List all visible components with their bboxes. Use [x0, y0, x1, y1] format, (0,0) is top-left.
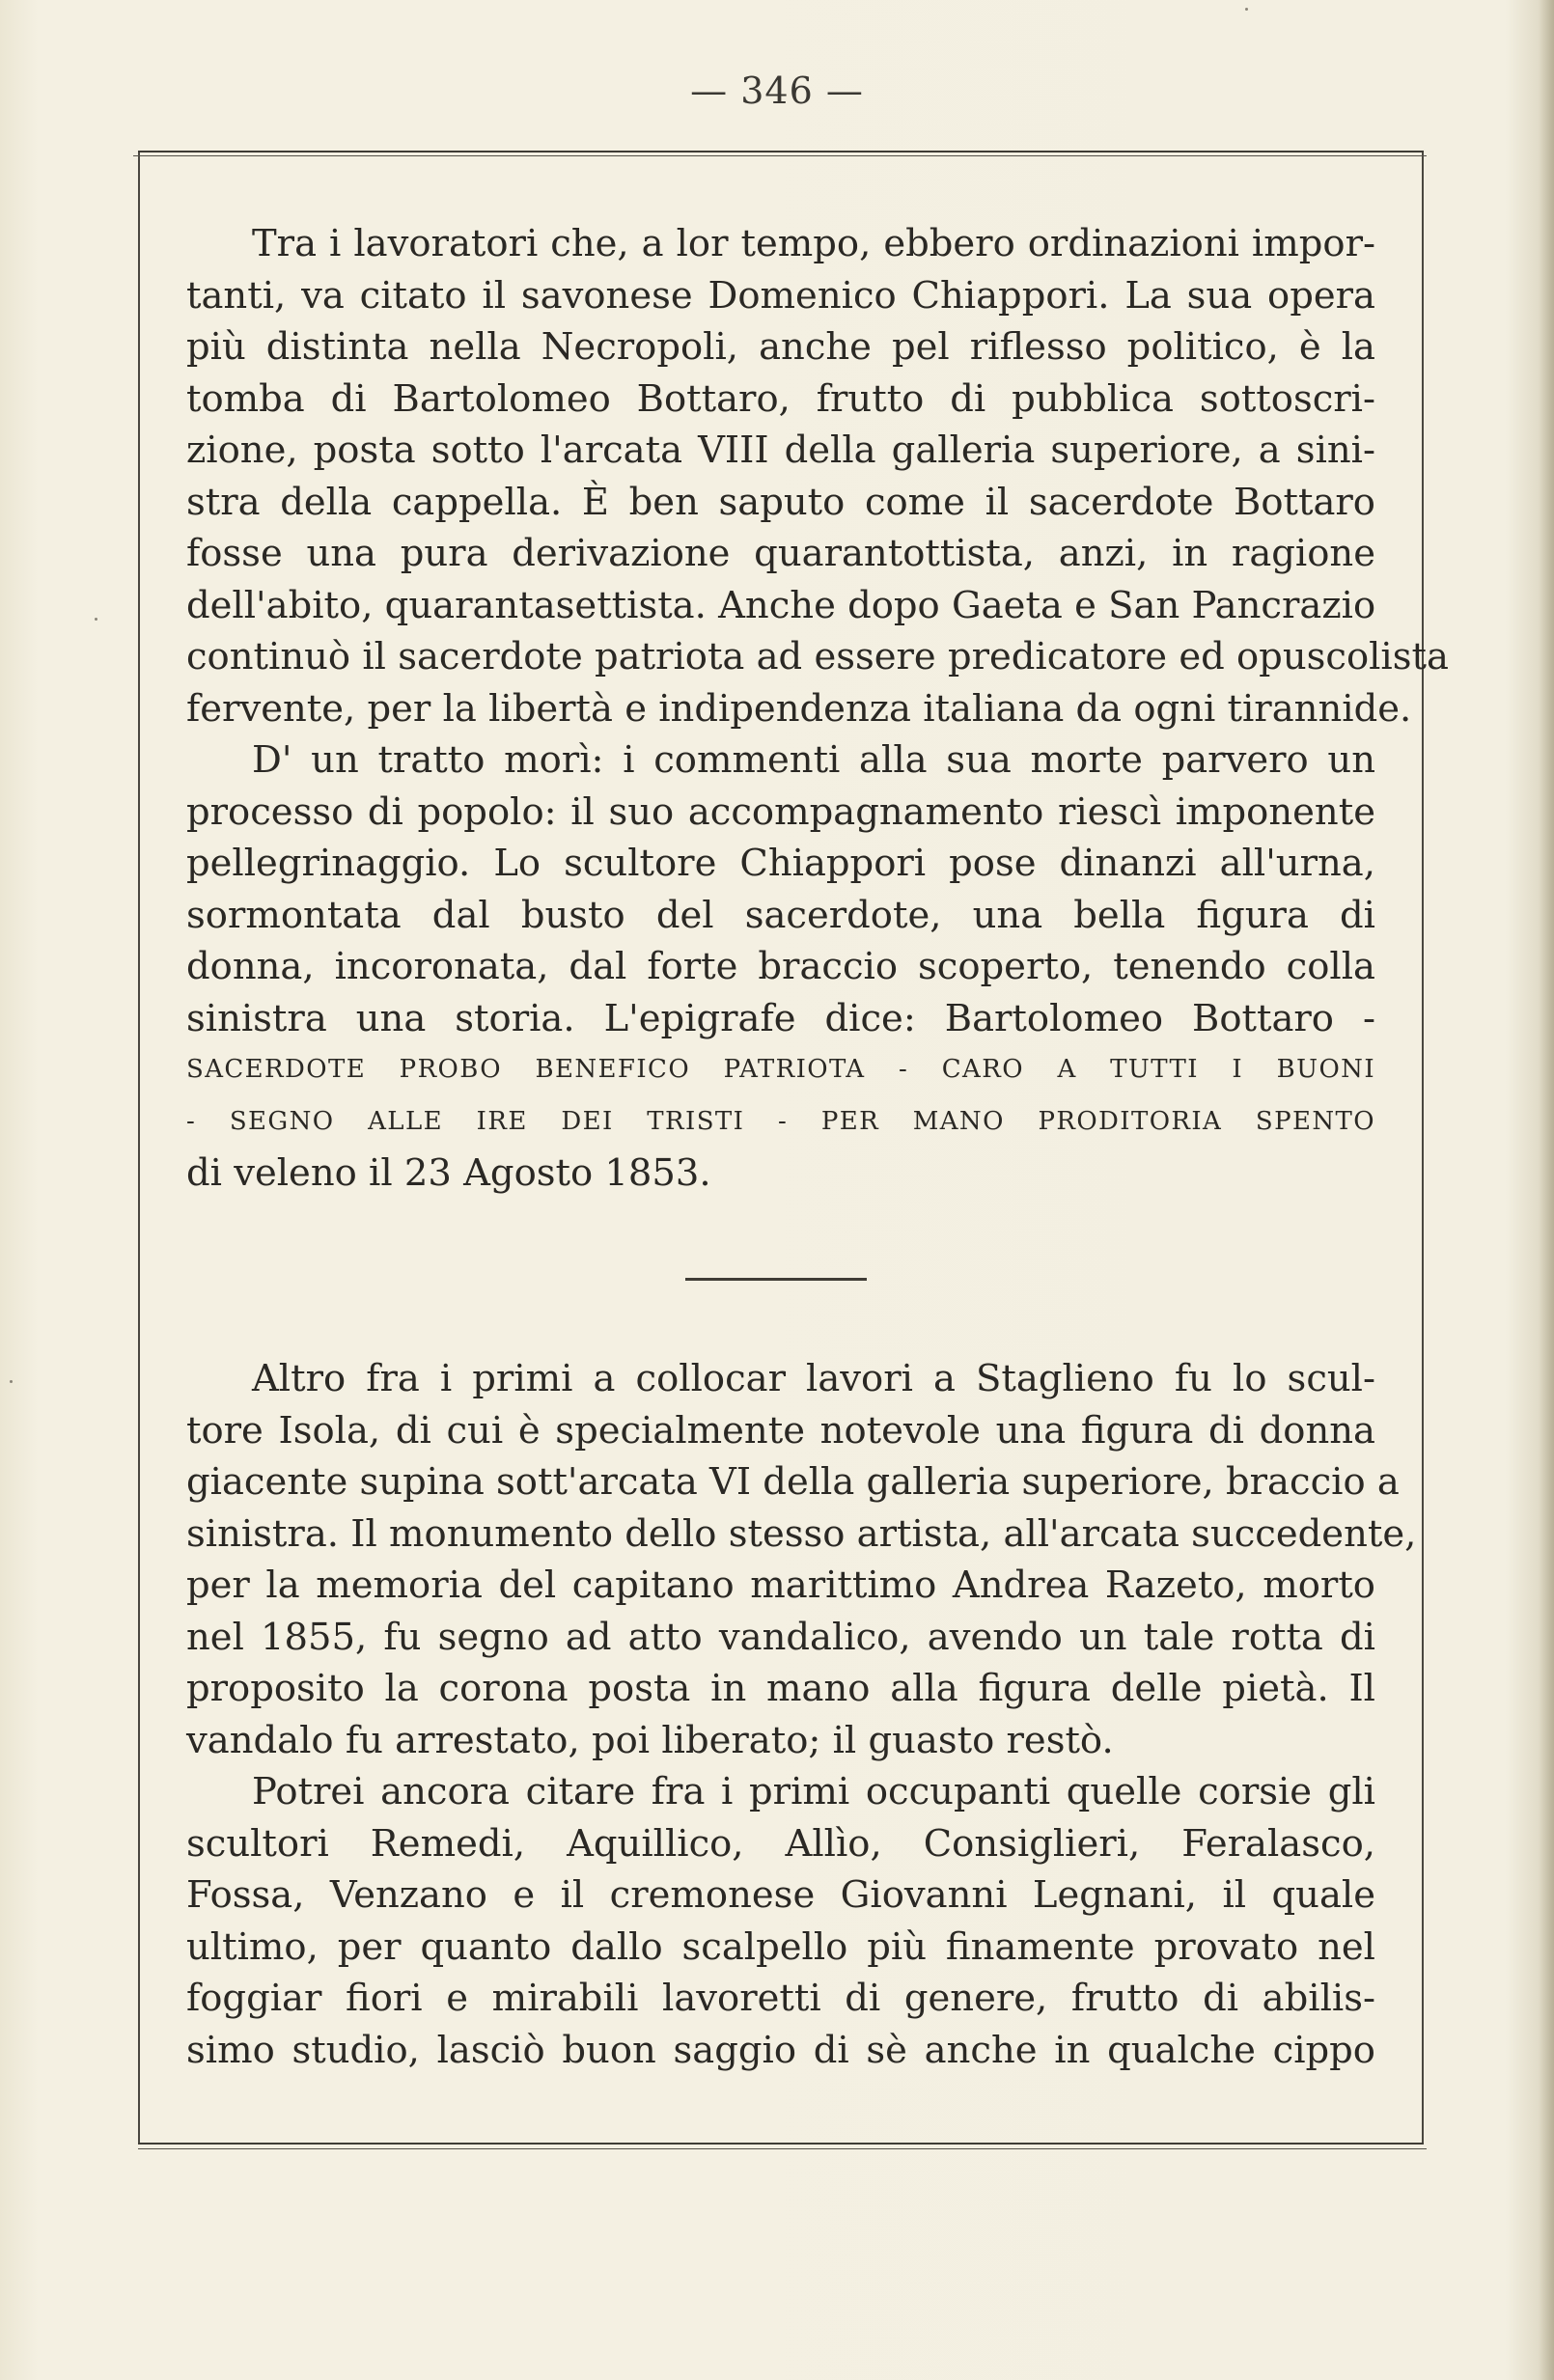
text-line: pellegrinaggio. Lo scultore Chiappori pose dinanzi all'urna,: [186, 842, 1375, 885]
text-line: nel 1855, fu segno ad atto vandalico, avendo un tale rotta di: [186, 1615, 1375, 1659]
epigraph-line: - SEGNO ALLE IRE DEI TRISTI - PER MANO PRODITORIA SPENTO: [186, 1106, 1375, 1136]
top-rule: [138, 151, 1424, 152]
text-line: sormontata dal busto del sacerdote, una bella figura di: [186, 893, 1375, 937]
bottom-rule-secondary: [138, 2148, 1427, 2149]
paragraph-isola: [186, 1353, 1417, 2076]
text-line: Tra i lavoratori che, a lor tempo, ebbero ordinazioni impor-: [252, 222, 1375, 265]
text-line: tanti, va citato il savonese Domenico Chiappori. La sua opera: [186, 273, 1375, 318]
text-line: giacente supina sott'arcata VI della galleria superiore, braccio a: [186, 1460, 1400, 1504]
text-line: fervente, per la libertà e indipendenza italiana da ogni tirannide.: [186, 686, 1412, 731]
text-line: foggiar fiori e mirabili lavoretti di genere, frutto di abilis-: [186, 1977, 1375, 2020]
text-line: sinistra una storia. L'epigrafe dice: Bartolomeo Bottaro -: [186, 996, 1375, 1040]
page-number: — 346 —: [690, 69, 864, 112]
text-line: fosse una pura derivazione quarantottista, anzi, in ragione: [186, 532, 1375, 575]
epigraph-line: SACERDOTE PROBO BENEFICO PATRIOTA - CARO A TUTTI I BUONI: [186, 1055, 1375, 1084]
text-line: D' un tratto morì: i commenti alla sua morte parvero un: [252, 738, 1375, 782]
text-line: vandalo fu arrestato, poi liberato; il guasto restò.: [186, 1718, 1114, 1762]
text-line: tomba di Bartolomeo Bottaro, frutto di pubblica sottoscri-: [186, 376, 1375, 421]
text-line: continuò il sacerdote patriota ad essere predicatore ed opuscolista: [186, 635, 1449, 678]
text-line: ultimo, per quanto dallo scalpello più finamente provato nel: [186, 1924, 1375, 1969]
text-line: processo di popolo: il suo accompagnamento riescì imponente: [186, 789, 1375, 834]
text-line: scultori Remedi, Aquillico, Allìo, Consiglieri, Feralasco,: [186, 1821, 1375, 1866]
text-line: donna, incoronata, dal forte braccio scoperto, tenendo colla: [186, 945, 1375, 988]
text-line: più distinta nella Necropoli, anche pel riflesso politico, è la: [186, 325, 1375, 369]
text-line: simo studio, lasciò buon saggio di sè anche in qualche cippo: [186, 2028, 1375, 2072]
text-line: sinistra. Il monumento dello stesso artista, all'arcata succedente,: [186, 1511, 1417, 1556]
text-line: zione, posta sotto l'arcata VIII della galleria superiore, a sini-: [186, 429, 1375, 472]
text-line: stra della cappella. È ben saputo come il sacerdote Bottaro: [186, 480, 1375, 524]
paper-speck: [1245, 8, 1248, 11]
bottom-rule: [138, 2143, 1424, 2145]
paper-speck: [95, 618, 97, 621]
paragraph-bottaro: [186, 218, 1449, 1200]
epigraph-line: di veleno il 23 Agosto 1853.: [186, 1151, 711, 1195]
text-line: Altro fra i primi a collocar lavori a Staglieno fu lo scul-: [252, 1357, 1375, 1400]
book-spine-shadow: [1539, 0, 1554, 2380]
text-line: per la memoria del capitano marittimo Andrea Razeto, morto: [186, 1564, 1375, 1607]
text-line: Potrei ancora citare fra i primi occupanti quelle corsie gli: [252, 1770, 1375, 1813]
top-rule-secondary: [133, 155, 1427, 156]
text-line: proposito la corona posta in mano alla figura delle pietà. Il: [186, 1667, 1375, 1710]
section-separator: [685, 1278, 867, 1281]
text-line: tore Isola, di cui è specialmente notevole una figura di donna: [186, 1408, 1375, 1453]
paper-speck: [10, 1380, 13, 1383]
text-line: Fossa, Venzano e il cremonese Giovanni Legnani, il quale: [186, 1873, 1375, 1917]
text-line: dell'abito, quarantasettista. Anche dopo Gaeta e San Pancrazio: [186, 583, 1376, 627]
